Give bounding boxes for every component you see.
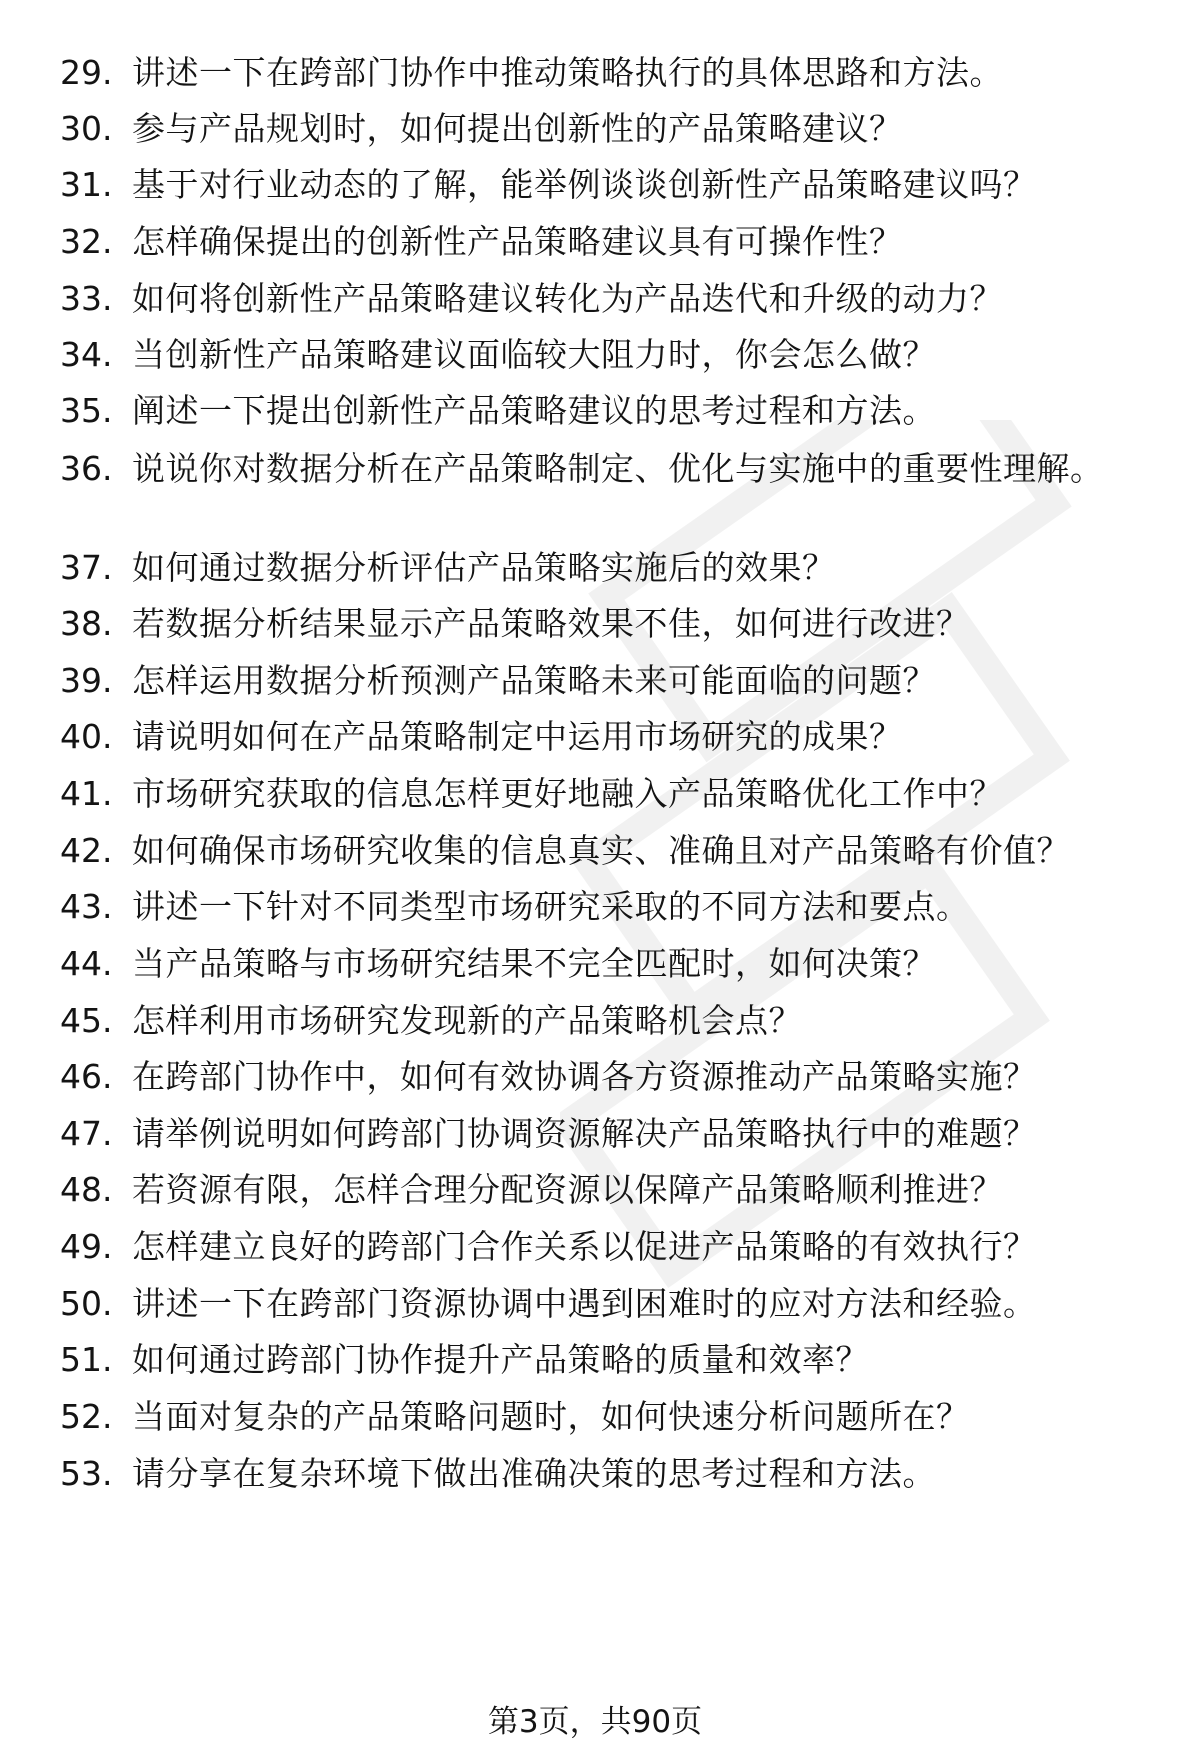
item-text: 若数据分析结果显示产品策略效果不佳，如何进行改进？ [132,604,970,643]
item-number: 50. [60,1284,113,1323]
item-text: 在跨部门协作中，如何有效协调各方资源推动产品策略实施？ [132,1057,1037,1096]
item-number: 32. [60,222,113,261]
item-number: 34. [60,335,113,374]
item-number: 44. [60,944,113,983]
item-number: 48. [60,1170,113,1209]
item-text: 请分享在复杂环境下做出准确决策的思考过程和方法。 [132,1454,936,1493]
item-text: 怎样建立良好的跨部门合作关系以促进产品策略的有效执行？ [132,1227,1037,1266]
item-text: 参与产品规划时，如何提出创新性的产品策略建议？ [132,109,903,148]
item-number: 47. [60,1114,113,1153]
item-text: 讲述一下在跨部门资源协调中遇到困难时的应对方法和经验。 [132,1284,1037,1323]
item-text: 请说明如何在产品策略制定中运用市场研究的成果？ [132,717,903,756]
item-number: 41. [60,774,113,813]
item-text: 当面对复杂的产品策略问题时，如何快速分析问题所在？ [132,1397,970,1436]
item-text: 当产品策略与市场研究结果不完全匹配时，如何决策？ [132,944,936,983]
item-number: 49. [60,1227,113,1266]
item-text: 怎样运用数据分析预测产品策略未来可能面临的问题？ [132,661,936,700]
item-number: 42. [60,831,113,870]
item-number: 31. [60,165,113,204]
item-text: 如何确保市场研究收集的信息真实、准确且对产品策略有价值？ [132,831,1070,870]
item-number: 52. [60,1397,113,1436]
item-text: 讲述一下针对不同类型市场研究采取的不同方法和要点。 [132,887,970,926]
item-text: 如何通过跨部门协作提升产品策略的质量和效率？ [132,1340,869,1379]
item-text: 如何将创新性产品策略建议转化为产品迭代和升级的动力？ [132,279,1003,318]
item-number: 51. [60,1340,113,1379]
item-number: 38. [60,604,113,643]
item-text: 讲述一下在跨部门协作中推动策略执行的具体思路和方法。 [132,53,1003,92]
item-text: 当创新性产品策略建议面临较大阻力时，你会怎么做？ [132,335,936,374]
item-number: 35. [60,391,113,430]
item-number: 45. [60,1001,113,1040]
item-number: 39. [60,661,113,700]
item-text: 市场研究获取的信息怎样更好地融入产品策略优化工作中？ [132,774,1003,813]
item-text: 请举例说明如何跨部门协调资源解决产品策略执行中的难题？ [132,1114,1037,1153]
item-number: 29. [60,53,113,92]
item-number: 40. [60,717,113,756]
item-text: 如何通过数据分析评估产品策略实施后的效果？ [132,548,836,587]
item-number: 43. [60,887,113,926]
item-text: 说说你对数据分析在产品策略制定、优化与实施中的重要性理解。 [132,449,1104,488]
item-number: 46. [60,1057,113,1096]
item-number: 36. [60,449,113,488]
page-indicator: 第3页，共90页 [487,1704,703,1740]
item-text: 基于对行业动态的了解，能举例谈谈创新性产品策略建议吗？ [132,165,1037,204]
item-text: 阐述一下提出创新性产品策略建议的思考过程和方法。 [132,391,936,430]
item-number: 30. [60,109,113,148]
item-number: 37. [60,548,113,587]
item-text: 若资源有限，怎样合理分配资源以保障产品策略顺利推进？ [132,1170,1003,1209]
item-text: 怎样利用市场研究发现新的产品策略机会点？ [132,1001,802,1040]
item-number: 53. [60,1454,113,1493]
item-text: 怎样确保提出的创新性产品策略建议具有可操作性？ [132,222,903,261]
item-number: 33. [60,279,113,318]
